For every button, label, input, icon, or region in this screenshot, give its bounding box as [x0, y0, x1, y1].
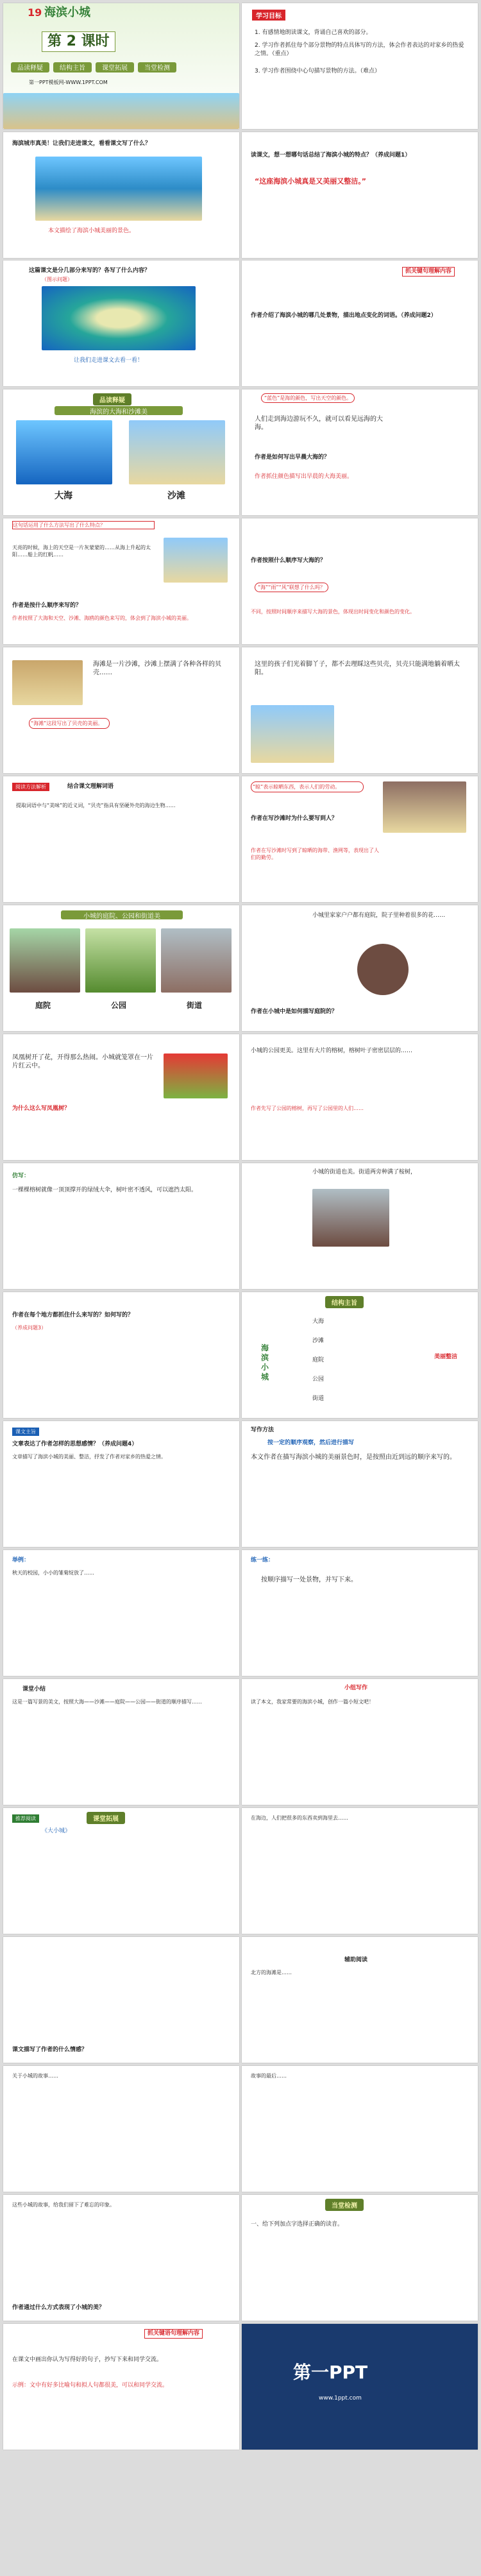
slide-8	[242, 389, 478, 515]
slide-32	[242, 1937, 478, 2063]
slide-21	[3, 1292, 239, 1418]
subheading: 按一定的顺序观察，然后进行描写	[267, 1440, 355, 1446]
caption-park: 公园	[111, 1001, 127, 1010]
bubble: “蓝色”是海的颜色，写出天空的颜色。	[261, 393, 355, 403]
answer: 本文描绘了海滨小城美丽的景色。	[48, 228, 135, 234]
question: 作者是如何写出早晨大海的？	[255, 454, 330, 461]
tab-1[interactable]: 品读释疑	[11, 62, 49, 73]
exercise-text: 在课文中画出你认为写得好的句子，抄写下来和同学交流。	[12, 2357, 163, 2363]
bubble: “海”“雨”“风”联想了什么吗？	[255, 583, 328, 592]
question: 文章表达了作者怎样的思想感情？（养成问题4）	[12, 1441, 138, 1447]
caption-courtyard: 庭院	[35, 1001, 51, 1010]
answer: 作者在写沙滩时写到了晾晒的海带、渔网等，表现出了人们的勤劳。	[251, 848, 379, 860]
question: 作者按照什么顺序写大海的？	[251, 558, 326, 564]
street-photo	[161, 928, 232, 993]
writing-heading: 小组写作	[344, 1685, 368, 1691]
badge: 抓关键语句理解内容	[144, 2329, 203, 2339]
answer: 作者按照了大海和天空、沙滩、海鸥的颜色来写的，体会到了海滨小城的美丽。	[12, 615, 192, 621]
node-courtyard: 庭院	[312, 1357, 325, 1363]
slide-18	[242, 1034, 478, 1160]
slide-31	[3, 1937, 239, 2063]
summary-text: 这是一篇写景的美文，按照大海——沙滩——庭院——公园——街道的顺序描写……	[12, 1699, 202, 1705]
reading-tag: 推荐阅读	[12, 1814, 39, 1823]
question-tag: （养成问题3）	[12, 1325, 47, 1331]
slide-35	[3, 2195, 239, 2321]
caption: 让我们走进课文去看一看！	[74, 357, 144, 364]
passage: 凤凰树开了花，开得那么热闹。小城就笼罩在一片片红云中。	[12, 1054, 153, 1070]
fishing-photo	[383, 781, 466, 833]
exercise-text: 一棵棵榕树就像一顶顶撑开的绿绒大伞，树叶密不透风，可以遮挡太阳。	[12, 1187, 198, 1193]
lesson-title: 海滨小城	[44, 6, 90, 19]
slide-30	[242, 1808, 478, 1934]
answer: 示例：文中有好多比喻句和拟人句都很美，可以和同学交流。	[12, 2382, 169, 2389]
lesson-number: 19	[28, 6, 42, 19]
answer: 作者先写了公园的榕树，再写了公园里的人们……	[251, 1105, 364, 1111]
answer: 不同，按照时间顺序来描写大海的景色，体现出时间变化和颜色的变化。	[251, 609, 415, 615]
slide-19	[3, 1163, 239, 1289]
passage: 小城的公园更美。这里有大片的榕树，榕树叶子密密层层的……	[251, 1048, 413, 1054]
slide-20	[242, 1163, 478, 1289]
writing-text: 读了本文，我家常要的海滨小城，创作一篇小短文吧！	[251, 1699, 374, 1705]
caption-street: 街道	[187, 1001, 203, 1010]
question: 作者通过什么方式表现了小城的美？	[12, 2305, 105, 2311]
slide-2	[242, 3, 478, 129]
exercise-heading: 练一练：	[251, 1557, 274, 1564]
section-banner: 小城的庭院、公园和街道美	[61, 910, 183, 919]
seaside-photo	[35, 157, 202, 221]
question: 这篇课文是分几部分来写的？各写了什么内容？	[29, 268, 151, 274]
slide-33	[3, 2066, 239, 2192]
sea-photo	[16, 420, 112, 484]
diagram-root: 海滨小城	[261, 1343, 269, 1381]
answer: 作者抓住颜色描写出早晨的大海美丽。	[255, 473, 353, 480]
park-photo	[85, 928, 156, 993]
question: 作者在小城中是如何描写庭院的？	[251, 1009, 338, 1015]
question: 读课文，想一想哪句话总结了海滨小城的特点？（养成问题1）	[251, 152, 411, 158]
reading-text: 关于小城的故事……	[12, 2073, 58, 2079]
footer-text: 第一PPT模板网-WWW.1PPT.COM	[29, 80, 108, 85]
slide-16	[242, 905, 478, 1031]
question: 作者在每个地方都抓住什么来写的？如何写的？	[12, 1312, 134, 1318]
tab-2[interactable]: 结构主旨	[53, 62, 92, 73]
note: 这句话运用了什么方法写出了什么特点？	[12, 521, 155, 529]
slide-25	[3, 1550, 239, 1676]
exercise-text: 按顺序描写一处景物，并写下来。	[261, 1576, 357, 1583]
slide-28	[242, 1679, 478, 1805]
reading-text: 这些小城的故事，给我们留下了难忘的印象。	[12, 2202, 115, 2208]
slide-34	[242, 2066, 478, 2192]
logo: 第一PPT	[293, 2362, 368, 2383]
reading-text: 在海边，人们把很多的东西卖到海里去……	[251, 1815, 348, 1821]
question: 为什么这么写凤凰树？	[12, 1105, 71, 1112]
answer: 文章描写了海滨小城的美丽、整洁，抒发了作者对家乡的热爱之情。	[12, 1454, 166, 1460]
exercise-heading: 仿写：	[12, 1173, 30, 1179]
slide-22	[242, 1292, 478, 1418]
section-ribbon: 当堂检测	[325, 2199, 364, 2211]
course-label: 第 2 课时	[42, 31, 115, 52]
summary-heading: 课堂小结	[22, 1686, 46, 1693]
example-heading: 举例：	[12, 1557, 30, 1564]
slide-27	[3, 1679, 239, 1805]
goal-2: 2. 学习作者抓住每个部分景物的特点具体写的方法，体会作者表达的对家乡的热爱之情。（重点）	[255, 42, 464, 57]
section-ribbon: 课堂拓展	[87, 1812, 125, 1824]
slide-36	[242, 2195, 478, 2321]
exercise-text: 一、给下列加点字选择正确的读音。	[251, 2221, 344, 2228]
question: 作者在写沙滩时为什么要写到人？	[251, 815, 338, 822]
slide-15	[3, 905, 239, 1031]
theme-tag: 课文主旨	[12, 1428, 39, 1436]
street-thumb	[312, 1189, 389, 1247]
passage: 海滩是一片沙滩，沙滩上摆满了各种各样的贝壳……	[93, 661, 221, 676]
passage: 天亮的时候，海上的天空是一片灰蒙蒙的……从海上升起的太阳……船上的红帆……	[12, 545, 151, 558]
slide-26	[242, 1550, 478, 1676]
reading-heading: 辅助阅读	[344, 1957, 368, 1963]
passage: 这里的孩子们光着脚丫子，都不去理睬这些贝壳，贝壳只能满地躺着晒太阳。	[255, 661, 460, 676]
slide-3	[3, 132, 239, 258]
kids-photo	[251, 705, 334, 763]
caption-beach: 沙滩	[167, 491, 185, 501]
question-tag: （图示问题）	[42, 277, 72, 282]
goal-1: 1. 有感情地朗读课文，背诵自己喜欢的部分。	[255, 30, 372, 36]
reading-text: 故事的最后……	[251, 2073, 287, 2079]
answer: “这座海滨小城真是又美丽又整洁。”	[255, 177, 366, 185]
note: “海滩”这段写出了贝壳的美丽。	[29, 718, 110, 729]
question: 海滨城市真美！让我们走进课文，看看课文写了什么？	[12, 141, 151, 147]
slide-14	[242, 776, 478, 902]
example-text: 秋天的校园，小小的雏菊绽放了……	[12, 1570, 94, 1576]
slide-17	[3, 1034, 239, 1160]
node-beach: 沙滩	[312, 1338, 325, 1344]
section-ribbon: 结构主旨	[325, 1296, 364, 1308]
passage: 小城里家家户户都有庭院，院子里种着很多的花……	[312, 912, 446, 919]
beach-illustration	[3, 93, 239, 129]
reading-title: 《大小城》	[42, 1828, 71, 1834]
section-ribbon: 品读释疑	[93, 393, 131, 405]
slide-38	[242, 2324, 478, 2450]
phoenix-tree-photo	[164, 1053, 228, 1098]
shell-photo	[12, 660, 83, 705]
beach-photo	[129, 420, 225, 484]
site-url: www.1ppt.com	[319, 2395, 362, 2401]
slide-37	[3, 2324, 239, 2450]
caption-sea: 大海	[55, 491, 72, 501]
goals-header: 学习目标	[252, 10, 285, 21]
slide-12	[242, 647, 478, 773]
slide-23	[3, 1421, 239, 1547]
passage: 小城的街道也美。街道两旁种满了桉树，	[312, 1169, 417, 1175]
courtyard-photo	[10, 928, 80, 993]
question: 课文描写了作者的什么情感？	[12, 2047, 88, 2053]
slide-5	[3, 260, 239, 386]
goal-3: 3. 学习作者围绕中心句描写景物的方法。（难点）	[255, 68, 380, 74]
node-park: 公园	[312, 1376, 325, 1383]
body: 本文作者在描写海滨小城的美丽景色时，是按照由近到远的顺序来写的。	[251, 1454, 456, 1461]
tab-4[interactable]: 当堂检测	[138, 62, 176, 73]
slide-13	[3, 776, 239, 902]
slide-1	[3, 3, 239, 129]
slide-7	[3, 389, 239, 515]
slide-9	[3, 518, 239, 644]
courtyard-thumb	[357, 944, 409, 995]
passage: 人们走到海边游玩不久，就可以看见远海的大海。	[255, 416, 383, 431]
node-sea: 大海	[312, 1318, 325, 1325]
slide-6	[242, 260, 478, 386]
heading: 写作方法	[251, 1427, 274, 1433]
reading-text: 北方的海滩是……	[251, 1970, 292, 1975]
slide-29	[3, 1808, 239, 1934]
slide-4	[242, 132, 478, 258]
slide-10	[242, 518, 478, 644]
slide-24	[242, 1421, 478, 1547]
diagram-end: 美丽整洁	[434, 1354, 458, 1360]
note: “晾”表示晾晒东西，表示人们的劳动。	[251, 781, 364, 792]
slide-11	[3, 647, 239, 773]
island-photo	[42, 286, 196, 350]
node-street: 街道	[312, 1395, 325, 1402]
method-tag: 阅读方法解析	[12, 783, 49, 791]
question: 作者是按什么顺序来写的？	[12, 602, 82, 609]
sea-thumb	[164, 538, 228, 583]
method-text: 提取词语中与“美味”的近义词，“贝壳”指具有坚硬外壳的海边生物……	[16, 803, 176, 808]
question: 作者介绍了海滨小城的哪几处景物，描出地点变化的词语。（养成问题2）	[251, 312, 437, 319]
tab-3[interactable]: 课堂拓展	[96, 62, 134, 73]
method-heading: 结合课文理解词语	[67, 783, 114, 790]
sub-banner: 海滨的大海和沙滩美	[55, 406, 183, 415]
badge: 抓关键句理解内容	[402, 267, 455, 277]
